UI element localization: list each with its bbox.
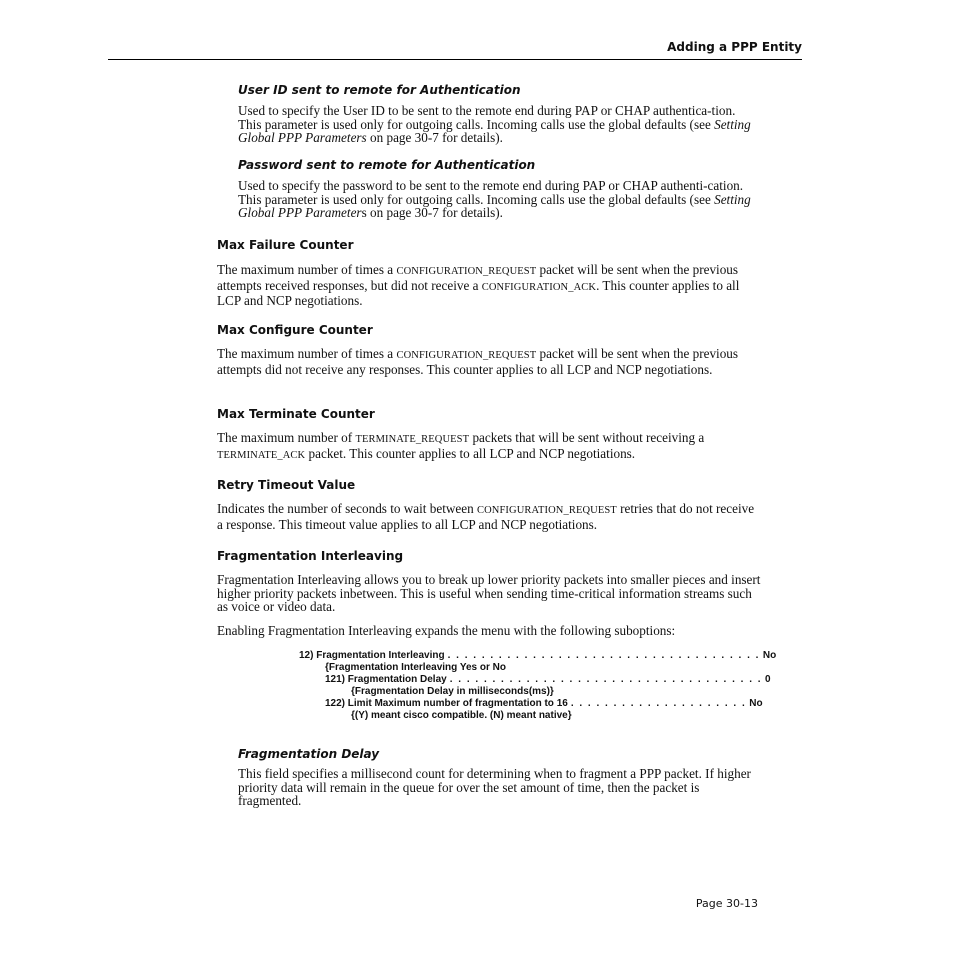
- dot-leader: . . . . . . . . . . . . . . . . . . . . .: [570, 698, 747, 709]
- dot-leader: . . . . . . . . . . . . . . . . . . . . . . . . . . . . . . . . . . . . .: [449, 674, 763, 685]
- text-span: The maximum number of times a: [217, 346, 397, 361]
- menu-line-help: [299, 662, 644, 674]
- menu-line-fragmentation-interleaving: [299, 650, 777, 662]
- packet-name: CONFIGURATION_REQUEST: [396, 350, 537, 361]
- menu-line-help: [299, 686, 644, 698]
- text-span: Used to specify the User ID to be sent to the remote end during PAP or CHAP authentica-tion. This parameter is used only for outgoing calls. Incoming calls use the global defaults (see: [238, 103, 736, 132]
- text-span: retries that do not receive a response. This timeout value applies to all LCP and NCP negotiations.: [217, 501, 755, 532]
- text-span: The maximum number of: [217, 430, 356, 445]
- page-number: Page 30-13: [695, 897, 758, 910]
- menu-value: No: [762, 650, 777, 661]
- paragraph-max-configure-counter: [217, 347, 762, 376]
- text-span: packet. This counter applies to all LCP and NCP negotiations.: [305, 445, 636, 461]
- packet-name: CONFIGURATION_ACK: [481, 281, 597, 293]
- menu-label: 12) Fragmentation Interleaving: [299, 650, 445, 661]
- paragraph-max-failure-counter: [217, 263, 762, 308]
- heading-retry-timeout-value: Retry Timeout Value: [217, 478, 356, 492]
- menu-label: 121) Fragmentation Delay: [325, 674, 447, 685]
- packet-name: CONFIGURATION_REQUEST: [477, 505, 617, 516]
- packet-name: TERMINATE_ACK: [217, 449, 306, 461]
- text-span: on page 30-7 for details).: [366, 130, 503, 145]
- subheading-password: Password sent to remote for Authentication: [238, 158, 536, 172]
- paragraph-fragmentation-suboptions: Enabling Fragmentation Interleaving expands the menu with the following suboptions:: [217, 623, 676, 638]
- subheading-user-id: User ID sent to remote for Authentication: [238, 83, 521, 97]
- text-span: packet will be sent when the previous attempts did not receive any responses. This counter applies to all LCP and NCP negotiations.: [217, 346, 739, 377]
- menu-line-fragmentation-delay: [299, 674, 771, 686]
- subheading-fragmentation-delay: Fragmentation Delay: [238, 747, 380, 761]
- heading-fragmentation-interleaving: Fragmentation Interleaving: [217, 549, 404, 563]
- cross-reference: Setting Global PPP Parameter: [238, 191, 751, 220]
- menu-label: {(Y) meant cisco compatible. (N) meant native}: [351, 710, 572, 721]
- text-span: . This counter applies to all LCP and NCP negotiations.: [217, 277, 740, 308]
- heading-max-configure-counter: Max Configure Counter: [217, 323, 373, 337]
- menu-value: No: [749, 698, 763, 709]
- menu-label: {Fragmentation Delay in milliseconds(ms)}: [351, 686, 554, 697]
- heading-max-failure-counter: Max Failure Counter: [217, 238, 354, 252]
- text-span: s on page 30-7 for details).: [361, 205, 503, 220]
- text-span: packet will be sent when the previous attempts received responses, but did not receive a: [217, 262, 739, 293]
- paragraph-fragmentation-interleaving: Fragmentation Interleaving allows you to break up lower priority packets into smaller pieces and insert higher priority packets inbetween. This is useful when sending time-critical information streams such as voice or video data.: [217, 572, 761, 614]
- cross-reference: Setting Global PPP Parameters: [238, 116, 751, 145]
- dot-leader: . . . . . . . . . . . . . . . . . . . . . . . . . . . . . . . . . . . . .: [447, 650, 760, 661]
- menu-line-limit-fragmentation: [299, 698, 763, 710]
- paragraph-user-id: [238, 104, 760, 145]
- header-rule: [108, 59, 802, 60]
- packet-name: TERMINATE_REQUEST: [355, 434, 470, 445]
- paragraph-max-terminate-counter: [217, 431, 762, 462]
- text-span: The maximum number of times a: [217, 262, 397, 277]
- packet-name: CONFIGURATION_REQUEST: [396, 266, 537, 277]
- paragraph-fragmentation-delay: This field specifies a millisecond count for determining when to fragment a PPP packet. If higher priority data will remain in the queue for over the set amount of time, then the packet is fragmented.: [238, 766, 751, 808]
- text-span: Used to specify the password to be sent to the remote end during PAP or CHAP authenti-cation. This parameter is used only for outgoing calls. Incoming calls use the global defaults (see: [238, 178, 744, 207]
- text-span: Indicates the number of seconds to wait between: [217, 501, 478, 516]
- heading-max-terminate-counter: Max Terminate Counter: [217, 407, 375, 421]
- menu-label: {Fragmentation Interleaving Yes or No: [325, 662, 506, 673]
- menu-value: 0: [765, 674, 771, 685]
- menu-listing: [299, 650, 777, 722]
- paragraph-retry-timeout-value: [217, 502, 762, 531]
- menu-line-help: [299, 710, 644, 722]
- text-span: packets that will be sent without receiving a: [469, 430, 705, 445]
- paragraph-password: [238, 179, 760, 220]
- running-header-title: Adding a PPP Entity: [667, 40, 802, 54]
- menu-label: 122) Limit Maximum number of fragmentation to 16: [325, 698, 568, 709]
